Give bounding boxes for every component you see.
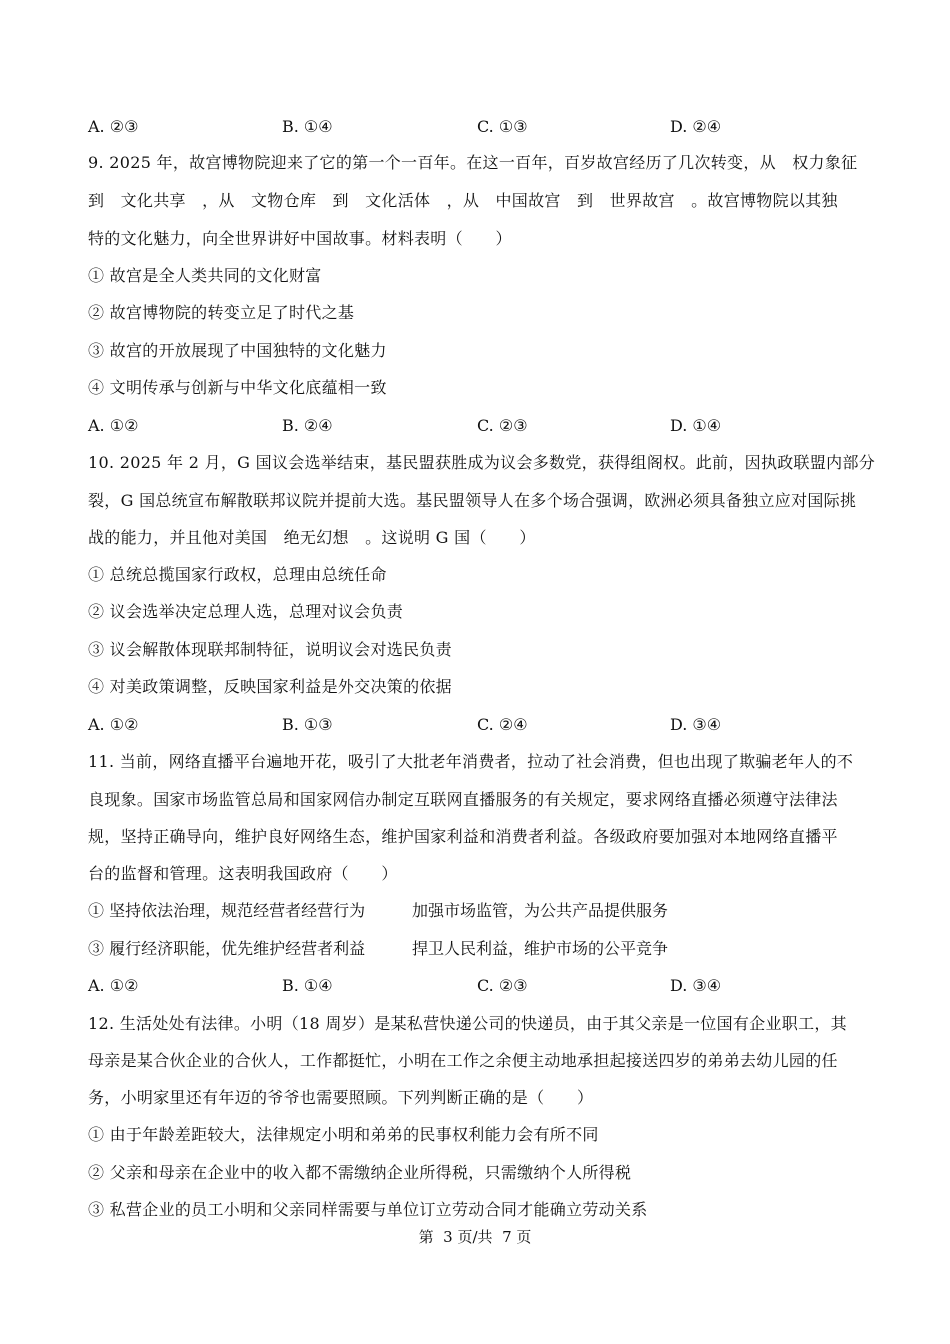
q12-statement-1: ① 由于年龄差距较大，法律规定小明和弟弟的民事权利能力会有所不同 bbox=[88, 1125, 599, 1144]
q11-option-b: B. ①④ bbox=[282, 976, 333, 995]
q12-statement-2: ② 父亲和母亲在企业中的收入都不需缴纳企业所得税，只需缴纳个人所得税 bbox=[88, 1163, 632, 1182]
q11-option-c: C. ②③ bbox=[477, 976, 528, 995]
q10-option-b: B. ①③ bbox=[282, 715, 333, 734]
q10-stem-line-1: 10. 2025 年 2 月，G 国议会选举结束，基民盟获胜成为议会多数党，获得组阁权。此前，因执政联盟内部分 bbox=[88, 453, 876, 472]
q11-option-d: D. ③④ bbox=[670, 976, 722, 995]
q10-statement-4: ④ 对美政策调整，反映国家利益是外交决策的依据 bbox=[88, 677, 452, 696]
q11-options bbox=[0, 976, 950, 996]
q11-statement-3: ③ 履行经济职能，优先维护经营者利益 bbox=[88, 939, 366, 958]
q12-statement-3: ③ 私营企业的员工小明和父亲同样需要与单位订立劳动合同才能确立劳动关系 bbox=[88, 1200, 648, 1219]
q12-stem-line-3: 务，小明家里还有年迈的爷爷也需要照顾。下列判断正确的是（ ） bbox=[88, 1088, 594, 1107]
q9-statement-3: ③ 故宫的开放展现了中国独特的文化魅力 bbox=[88, 341, 387, 360]
q11-stem-line-3: 规，坚持正确导向，维护良好网络生态，维护国家利益和消费者利益。各级政府要加强对本地网络直播平 bbox=[88, 827, 838, 846]
q11-statement-1: ① 坚持依法治理，规范经营者经营行为 bbox=[88, 901, 366, 920]
q8-option-d: D. ②④ bbox=[670, 117, 722, 136]
q8-option-b: B. ①④ bbox=[282, 117, 333, 136]
q9-statement-2: ② 故宫博物院的转变立足了时代之基 bbox=[88, 303, 355, 322]
q12-stem-line-1: 12. 生活处处有法律。小明（18 周岁）是某私营快递公司的快递员，由于其父亲是一位国有企业职工，其 bbox=[88, 1014, 847, 1033]
q9-statement-4: ④ 文明传承与创新与中华文化底蕴相一致 bbox=[88, 378, 387, 397]
q9-stem-line-3: 特的文化魅力，向全世界讲好中国故事。材料表明（ ） bbox=[88, 229, 512, 248]
q11-option-a: A. ①② bbox=[88, 976, 139, 995]
q9-option-b: B. ②④ bbox=[282, 416, 333, 435]
q10-option-c: C. ②④ bbox=[477, 715, 528, 734]
q10-statement-1: ① 总统总揽国家行政权，总理由总统任命 bbox=[88, 565, 387, 584]
q8-option-c: C. ①③ bbox=[477, 117, 528, 136]
q10-option-d: D. ③④ bbox=[670, 715, 722, 734]
q9-option-d: D. ①④ bbox=[670, 416, 722, 435]
q11-stem-line-4: 台的监督和管理。这表明我国政府（ ） bbox=[88, 864, 398, 883]
q11-statement-2: 加强市场监管，为公共产品提供服务 bbox=[412, 901, 669, 920]
q9-statement-1: ① 故宫是全人类共同的文化财富 bbox=[88, 266, 322, 285]
q8-options bbox=[0, 117, 950, 137]
q11-statements-row-1 bbox=[0, 901, 950, 921]
q11-statements-row-2 bbox=[0, 939, 950, 959]
q11-stem-line-2: 良现象。国家市场监管总局和国家网信办制定互联网直播服务的有关规定，要求网络直播必须遵守法律法 bbox=[88, 790, 838, 809]
q9-option-a: A. ①② bbox=[88, 416, 139, 435]
q9-option-c: C. ②③ bbox=[477, 416, 528, 435]
q10-stem-line-2: 裂，G 国总统宣布解散联邦议院并提前大选。基民盟领导人在多个场合强调，欧洲必须具备独立应对国际挑 bbox=[88, 491, 857, 510]
q10-statement-3: ③ 议会解散体现联邦制特征，说明议会对选民负责 bbox=[88, 640, 452, 659]
q12-stem-line-2: 母亲是某合伙企业的合伙人，工作都挺忙，小明在工作之余便主动地承担起接送四岁的弟弟去幼儿园的任 bbox=[88, 1051, 838, 1070]
q9-options bbox=[0, 416, 950, 436]
q11-stem-line-1: 11. 当前，网络直播平台遍地开花，吸引了大批老年消费者，拉动了社会消费，但也出现了欺骗老年人的不 bbox=[88, 752, 854, 771]
q10-options bbox=[0, 715, 950, 735]
q9-stem-line-2: 到 文化共享 ，从 文物仓库 到 文化活体 ，从 中国故宫 到 世界故宫 。故宫博物院以其独 bbox=[88, 191, 838, 210]
q10-option-a: A. ①② bbox=[88, 715, 139, 734]
q10-statement-2: ② 议会选举决定总理人选，总理对议会负责 bbox=[88, 602, 404, 621]
q9-stem-line-1: 9. 2025 年，故宫博物院迎来了它的第一个一百年。在这一百年，百岁故宫经历了几次转变，从 权力象征 bbox=[88, 153, 858, 172]
page-number-footer: 第 3 页/共 7 页 bbox=[418, 1228, 532, 1246]
q11-statement-4: 捍卫人民利益，维护市场的公平竞争 bbox=[412, 939, 669, 958]
q8-option-a: A. ②③ bbox=[88, 117, 139, 136]
q10-stem-line-3: 战的能力，并且他对美国 绝无幻想 。这说明 G 国（ ） bbox=[88, 528, 536, 547]
